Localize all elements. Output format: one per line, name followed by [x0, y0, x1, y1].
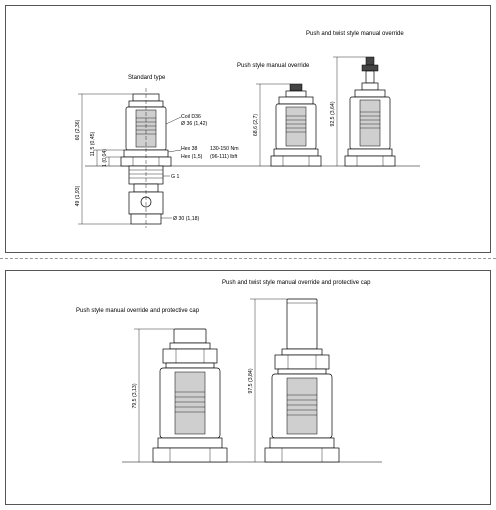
torque-label-2: (96-111) lbft [210, 154, 238, 160]
dim-1-label: 1 (0,04) [102, 149, 108, 167]
dim-97-5-label: 97,5 (3,84) [248, 368, 254, 394]
dim-60-label: 60 (2,36) [75, 119, 81, 141]
push-twist-cap-valve [265, 299, 339, 462]
push-style-label: Push style manual override [237, 63, 310, 69]
push-cap-label: Push style manual override and protective cap [76, 308, 200, 314]
torque-label-1: 130-150 Nm [210, 146, 239, 152]
diameter-bottom-label: Ø 30 (1,18) [173, 216, 200, 222]
dim-79-5-label: 79,5 (3,13) [132, 383, 138, 409]
push-twist-label: Push and twist style manual override [306, 31, 404, 37]
push-twist-valve [345, 57, 395, 166]
coil-label-2: Ø 36 (1,42) [181, 121, 208, 127]
thread-label: G 1 [171, 174, 180, 180]
push-twist-cap-label: Push and twist style manual override and protective cap [222, 280, 371, 286]
push-cap-valve [153, 329, 227, 462]
dim-92-5-label: 92,5 (3,64) [330, 101, 336, 127]
dim-49-label: 49 (1,93) [75, 185, 81, 207]
dim-68-6-label: 68,6 (2,7) [253, 113, 259, 137]
dim-11-5-label: 11,5 (0,45) [90, 131, 96, 157]
push-style-valve [271, 84, 321, 166]
hex-label-2: Hex (1,5) [181, 154, 203, 160]
standard-valve [121, 88, 171, 228]
coil-label-1: Coil D36 [181, 114, 201, 120]
hex-label-1: Hex 38 [181, 146, 198, 152]
standard-type-label: Standard type [128, 75, 166, 81]
